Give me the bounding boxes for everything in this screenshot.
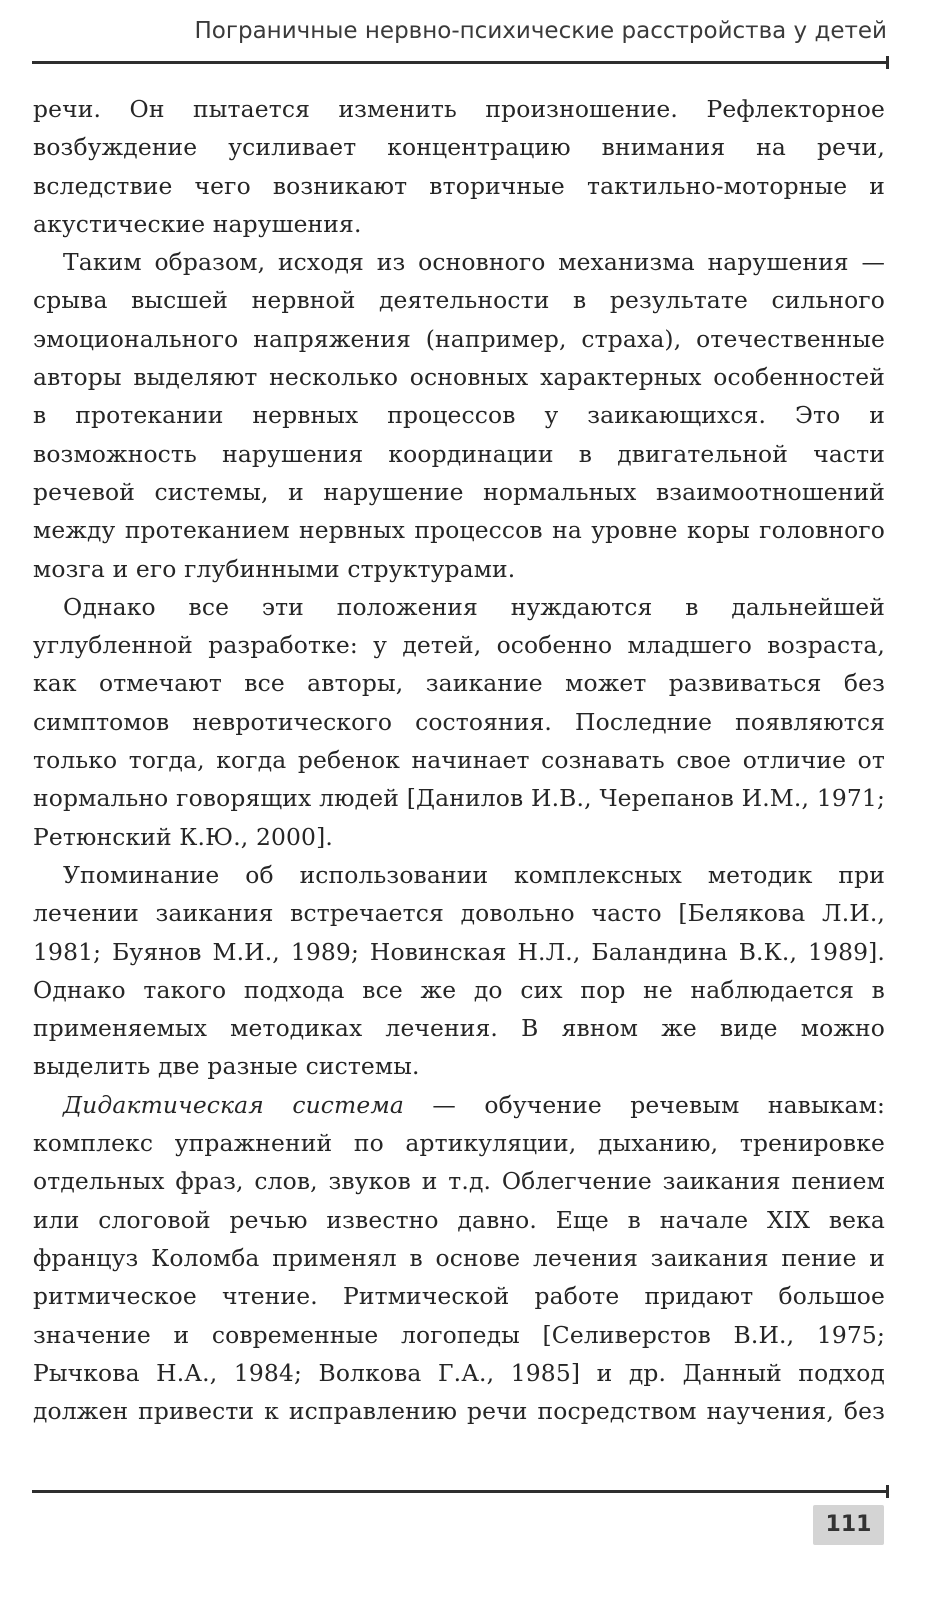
- header-rule: [32, 61, 887, 64]
- paragraph-2: Таким образом, исходя из основного механизма нарушения — срыва высшей нервной деятельности в результате сильного эмоционального напряжения (например, страха), отечественные авторы выделяют несколько основных характерных особенностей в протекании нервных процессов у заикающихся. Это и возможность нарушения координации в двигательной части речевой системы, и нарушение нормальных взаимоотношений между протеканием нервных процессов на уровне коры головного мозга и его глубинными структурами.: [33, 248, 885, 583]
- page-number: 111: [813, 1505, 884, 1545]
- paragraph-1: речи. Он пытается изменить произношение. Рефлекторное возбуждение усиливает концентрацию внимания на речи, вследствие чего возникают вторичные тактильно-моторные и акустические нарушения.: [33, 95, 885, 238]
- page-body: [33, 90, 885, 1430]
- paragraph-3: Однако все эти положения нуждаются в дальнейшей углубленной разработке: у детей, особенно младшего возраста, как отмечают все авторы, заикание может развиваться без симптомов невротического состояния. Последние появляются только тогда, когда ребенок начинает сознавать свое отличие от нормально говорящих людей [Данилов И.В., Черепанов И.М., 1971; Ретюнский К.Ю., 2000].: [33, 592, 885, 851]
- footer-rule: [32, 1490, 887, 1493]
- term-didactic-system: Дидактическая система: [63, 1090, 405, 1119]
- paragraph-5-text: — обучение речевым навыкам: комплекс упражнений по артикуляции, дыханию, тренировке отдельных фраз, слов, звуков и т.д. Облегчение заикания пением или слоговой речью известно давно. Еще в начале XIX века француз Коломба применял в основе лечения заикания пение и ритмическое чтение. Ритмической работе придают большое значение и современные логопеды [Селиверстов В.И., 1975; Рычкова Н.А., 1984; Волкова Г.А., 1985] и др. Данный подход должен привести к исправлению речи посредством научения, без: [33, 1090, 886, 1426]
- paragraph-4: Упоминание об использовании комплексных методик при лечении заикания встречается довольно часто [Белякова Л.И., 1981; Буянов М.И., 1989; Новинская Н.Л., Баландина В.К., 1989]. Однако такого подхода все же до сих пор не наблюдается в применяемых методиках лечения. В явном же виде можно выделить две разные системы.: [33, 860, 885, 1081]
- running-head: Пограничные нервно-психические расстройства у детей: [194, 18, 887, 44]
- paragraph-5: [33, 1086, 885, 1431]
